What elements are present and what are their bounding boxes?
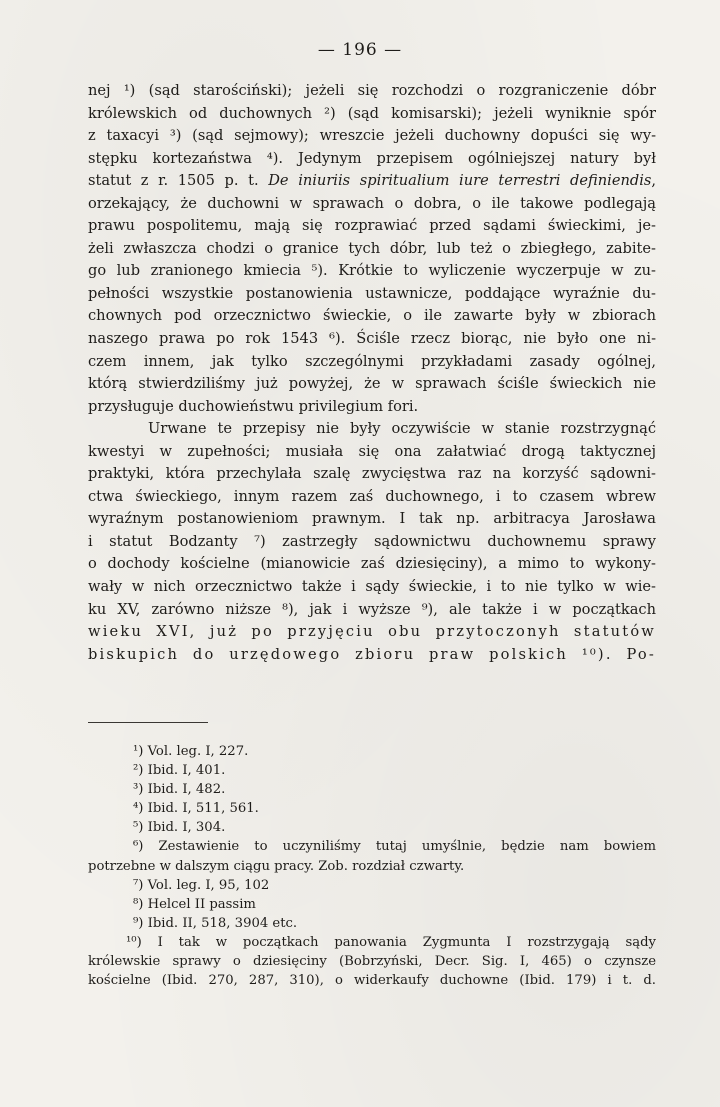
main-text (88, 80, 656, 666)
text-line: pełności wszystkie postanowienia ustawnicze, poddające wyraźnie du- (88, 284, 656, 302)
footnote-6-cont: potrzebne w dalszym ciągu pracy. Zob. rozdział czwarty. (88, 858, 465, 874)
footnote-3: ³) Ibid. I, 482. (133, 782, 226, 798)
text-line: czem innem, jak tylko szczególnymi przykładami zasady ogólnej, (88, 352, 656, 370)
footnote-1: ¹) Vol. leg. I, 227. (133, 744, 249, 759)
text-line: go lub zranionego kmiecia ⁵). Krótkie to wyliczenie wyczerpuje w zu- (88, 262, 656, 280)
text-line: z taxacyi ³) (sąd sejmowy); wreszcie jeżeli duchowny dopuści się wy- (88, 127, 656, 145)
footnotes (88, 742, 656, 990)
footnote-separator (88, 722, 208, 723)
footnote-7: ⁷) Vol. leg. I, 95, 102 (133, 877, 270, 893)
text-line: przysługuje duchowieństwu privilegium fori. (88, 397, 419, 415)
paragraph-start-line: Urwane te przepisy nie były oczywiście w stanie rozstrzygnąć (148, 420, 656, 438)
text-line: żeli zwłaszcza chodzi o granice tych dóbr, lub też o zbiegłego, zabite- (88, 239, 656, 257)
italic-title: De iniuriis spiritualium iure terrestri definiendis (268, 172, 652, 190)
text-line: praktyki, która przechylała szalę zwycięstwa raz na korzyść sądowni- (88, 465, 656, 483)
footnote-5: ⁵) Ibid. I, 304. (133, 820, 226, 836)
footnote-10-cont: królewskie sprawy o dziesięciny (Bobrzyński, Decr. Sig. I, 465) o czynsze (88, 954, 656, 970)
text-line: prawu pospolitemu, mają się rozprawiać przed sądami świeckimi, je- (88, 217, 656, 235)
text-line: wyraźnym postanowieniom prawnym. I tak np. arbitracya Jarosława (88, 510, 656, 528)
text-line: ku XV, zarówno niższe ⁸), jak i wyższe ⁹), ale także i w początkach (88, 600, 656, 618)
text-line: i statut Bodzanty ⁷) zastrzegły sądownictwu duchownemu sprawy (88, 532, 656, 550)
text-line-spaced: wieku XVI, już po przyjęciu obu przytoczonyh statutów (88, 623, 656, 641)
text-line: chownych pod orzecznictwo świeckie, o ile zawarte były w zbiorach (88, 307, 656, 325)
text-line: orzekający, że duchowni w sprawach o dobra, o ile takowe podlegają (88, 194, 656, 212)
footnote-10: ¹⁰) I tak w początkach panowania Zygmunta I rozstrzygają sądy (126, 934, 656, 950)
text-line: którą stwierdziliśmy już powyżej, że w sprawach ściśle świeckich nie (88, 375, 656, 393)
text-line: królewskich od duchownych ²) (sąd komisarski); jeżeli wyniknie spór (88, 104, 656, 122)
footnote-8: ⁸) Helcel II passim (133, 896, 256, 912)
text-line: stępku kortezaństwa ⁴). Jedynym przepisem ogólniejszej natury był (88, 149, 656, 167)
text-line: ctwa świeckiego, innym razem zaś duchownego, i to czasem wbrew (88, 487, 656, 505)
text-line: o dochody kościelne (mianowicie zaś dziesięciny), a mimo to wykony- (88, 555, 656, 573)
footnote-6: ⁶) Zestawienie to uczyniliśmy tutaj umyślnie, będzie nam bowiem (133, 839, 656, 855)
text-line-with-italic-title: statut z r. 1505 p. t. De iniuriis spiritualium iure terrestri definiendis, (88, 172, 656, 190)
text-line: nej ¹) (sąd starościński); jeżeli się rozchodzi o rozgraniczenie dóbr (88, 82, 656, 99)
text-line: wały w nich orzecznictwo także i sądy świeckie, i to nie tylko w wie- (88, 578, 656, 596)
text-line: naszego prawa po rok 1543 ⁶). Ściśle rzecz biorąc, nie było one ni- (88, 330, 656, 348)
text-line-spaced: biskupich do urzędowego zbioru praw polskich ¹⁰). Po- (88, 645, 656, 663)
footnote-10-cont: kościelne (Ibid. 270, 287, 310), o widerkaufy duchowne (Ibid. 179) i t. d. (88, 973, 656, 989)
page-number: — 196 — (317, 40, 403, 60)
text-line: kwestyi w zupełności; musiała się ona załatwiać drogą taktycznej (88, 442, 656, 460)
footnote-2: ²) Ibid. I, 401. (133, 763, 226, 779)
footnote-9: ⁹) Ibid. II, 518, 3904 etc. (133, 915, 298, 931)
footnote-4: ⁴) Ibid. I, 511, 561. (133, 801, 259, 817)
